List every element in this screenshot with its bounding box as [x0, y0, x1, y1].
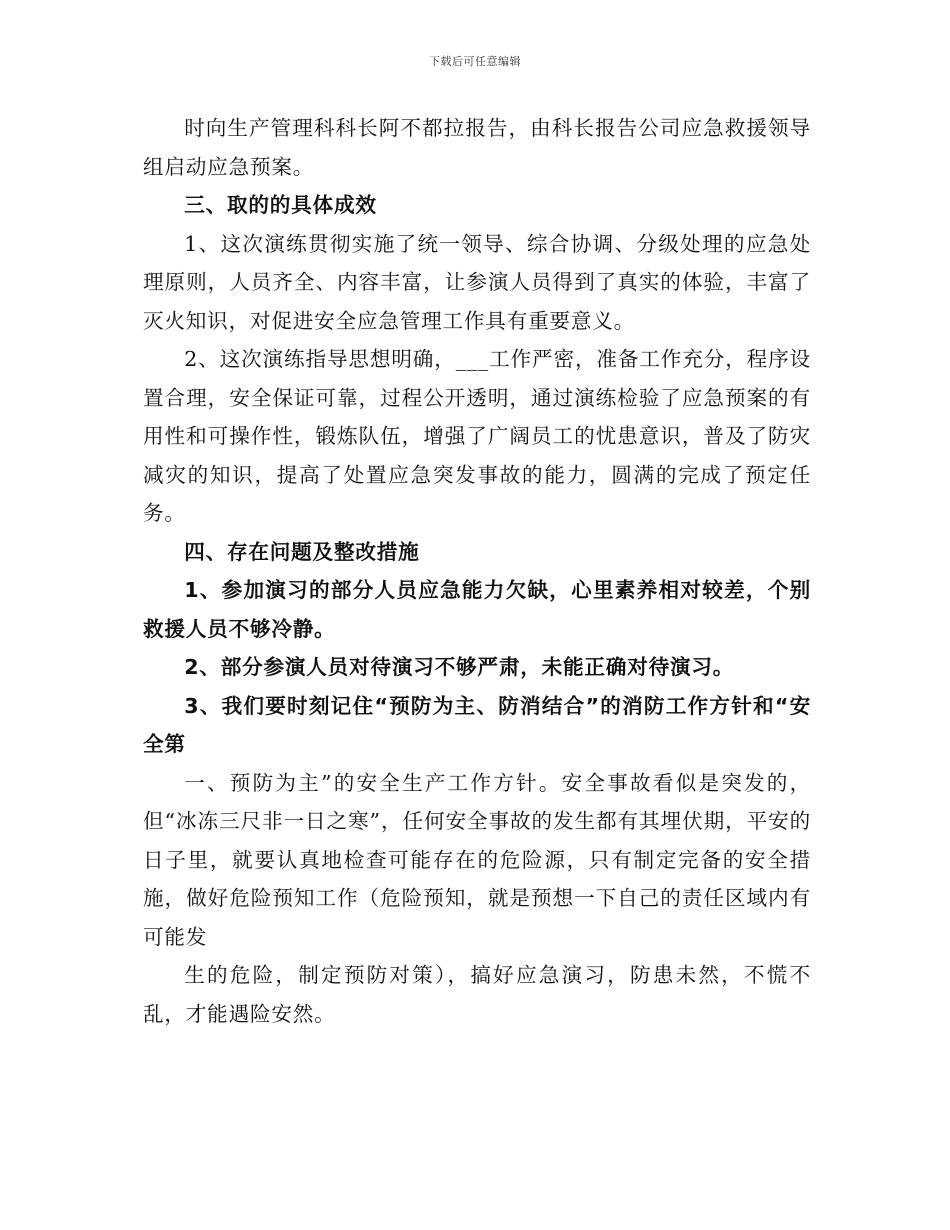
paragraph-result-1: 1、这次演练贯彻实施了统一领导、综合协调、分级处理的应急处理原则，人员齐全、内容丰富，让参演人员得到了真实的体验，丰富了灭火知识，对促进安全应急管理工作具有重要意义。: [143, 231, 811, 333]
document-body: [143, 109, 811, 1033]
paragraph-result-2: 2、这次演练指导思想明确，___工作严密，准备工作充分，程序设置合理，安全保证可靠，过程公开透明，通过演练检验了应急预案的有用性和可操作性，锻炼队伍，增强了广阔员工的忧患意识，普及了防灾减灾的知识，提高了处置应急突发事故的能力，圆满的完成了预定任务。: [143, 347, 811, 525]
page-header: 下载后可任意编辑: [429, 55, 521, 68]
paragraph-report: 时向生产管理科科长阿不都拉报告，由科长报告公司应急救援领导组启动应急预案。: [143, 116, 811, 179]
paragraph-problem-3: 3、我们要时刻记住“预防为主、防消结合”的消防工作方针和“安全第: [143, 693, 811, 756]
paragraph-problem-2: 2、部分参演人员对待演习不够严肃，未能正确对待演习。: [184, 655, 735, 679]
paragraph-prevention-continued: 生的危险，制定预防对策），搞好应急演习，防患未然，不慌不乱，才能遇险安然。: [143, 963, 811, 1026]
section-heading-results: 三、取的的具体成效: [184, 193, 377, 217]
section-heading-problems: 四、存在问题及整改措施: [184, 539, 420, 564]
paragraph-prevention-policy: 一、预防为主”的安全生产工作方针。安全事故看似是突发的，但“冰冻三尺非一日之寒”，任何安全事故的发生都有其埋伏期，平安的日子里，就要认真地检查可能存在的危险源，只有制定完备的安全措施，做好危险预知工作（危险预知，就是预想一下自己的责任区域内有可能发: [143, 770, 811, 949]
paragraph-problem-1: 1、参加演习的部分人员应急能力欠缺，心里素养相对较差，个别救援人员不够冷静。: [143, 578, 811, 641]
